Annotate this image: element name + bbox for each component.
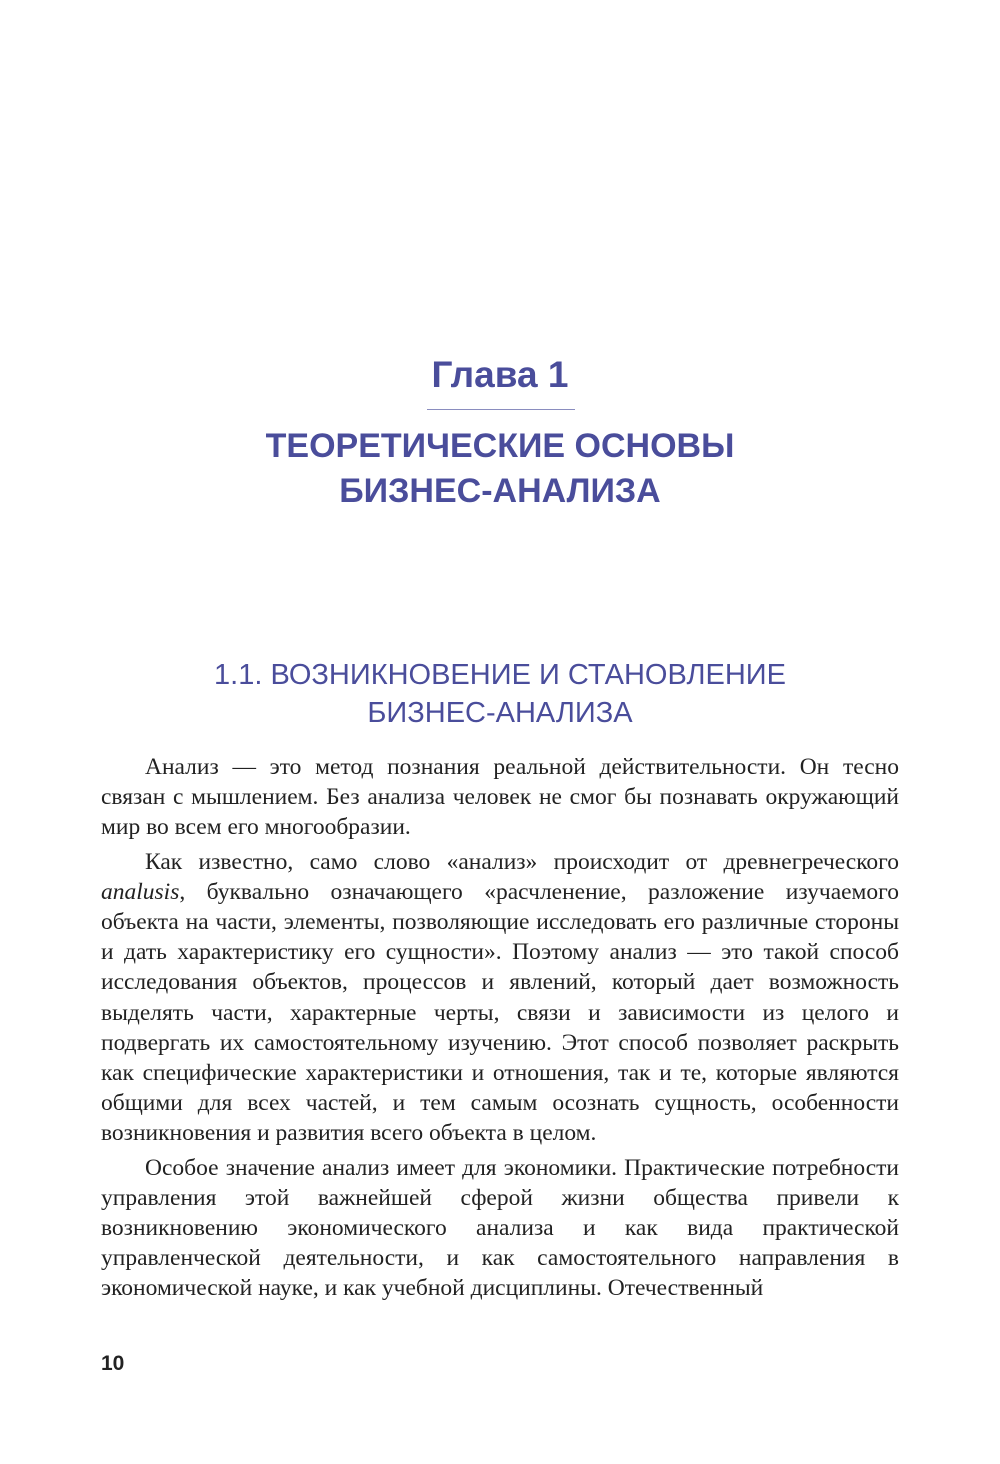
paragraph: Особое значение анализ имеет для экономики. Практические потребности управления этой важнейшей сферой жизни общества привели к возникновению экономического анализа и как вида практической управленческой деятельности, и как самостоятельного направления в экономической науке, и как учебной дисциплины. Отечественный xyxy=(101,1154,899,1302)
italic-term: analusis xyxy=(101,878,180,905)
chapter-divider xyxy=(427,409,575,410)
paragraph-text: , буквально означающего «расчленение, разложение изучаемого объекта на части, элементы, позволяющие исследовать его различные стороны и дать характеристику его сущности». Поэтому анализ — это такой способ исследования объектов, процессов и явлений, который дает возможность выделять части, характерные черты, связи и зависимости из целого и подвергать их самостоятельному изучению. Этот способ позволяет раскрыть как специфические характеристики и отношения, так и те, которые являются общими для всех частей, и тем самым осознать сущность, особенности возникновения и развития всего объекта в целом. xyxy=(101,878,899,1147)
section-title-line: 1.1. ВОЗНИКНОВЕНИЕ И СТАНОВЛЕНИЕ xyxy=(214,659,786,691)
chapter-label: Глава 1 xyxy=(431,354,569,395)
paragraph: Анализ — это метод познания реальной действительности. Он тесно связан с мышлением. Без анализа человек не смог бы познавать окружающий мир во всем его многообразии. xyxy=(101,754,899,841)
chapter-title-line: ТЕОРЕТИЧЕСКИЕ ОСНОВЫ xyxy=(265,427,735,465)
paragraph-text: Как известно, само слово «анализ» происходит от древнегреческого xyxy=(145,848,899,875)
body-text xyxy=(101,752,899,1308)
chapter-title-line: БИЗНЕС-АНАЛИЗА xyxy=(339,472,661,510)
section-title xyxy=(0,656,1000,732)
chapter-title xyxy=(0,424,1000,514)
paragraph xyxy=(101,847,899,1149)
section-title-line: БИЗНЕС-АНАЛИЗА xyxy=(367,697,633,729)
page-number: 10 xyxy=(101,1352,125,1375)
